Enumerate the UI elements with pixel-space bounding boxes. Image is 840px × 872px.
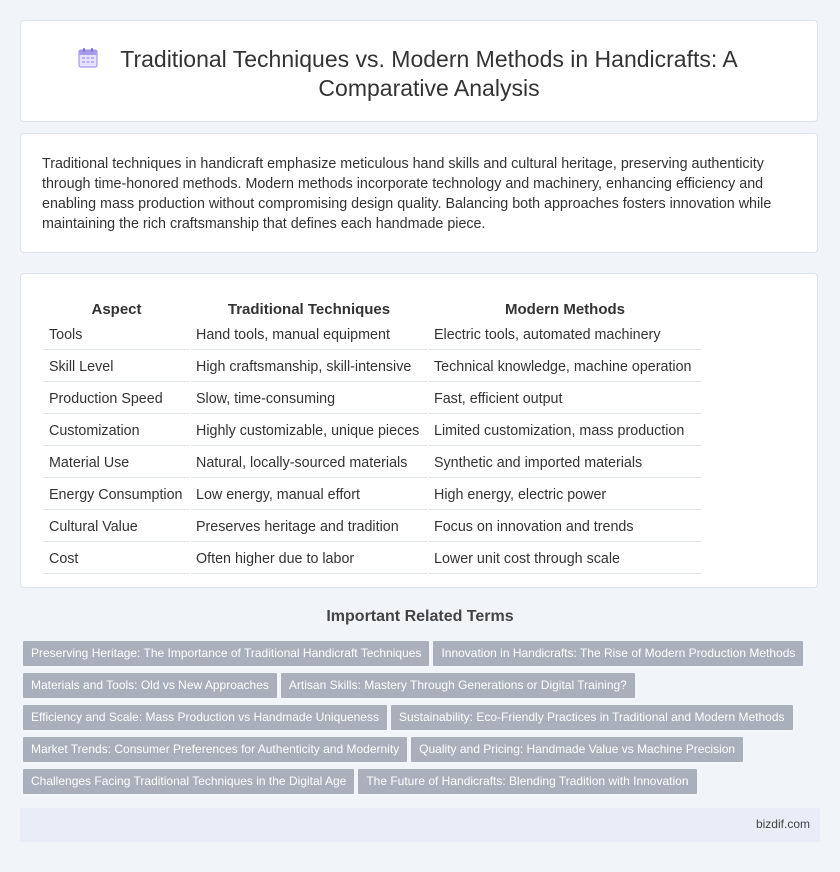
table-row: [44, 416, 701, 446]
cell-aspect: Skill Level: [44, 352, 189, 382]
cell-aspect: Tools: [44, 320, 189, 350]
related-term-link[interactable]: Quality and Pricing: Handmade Value vs Machine Precision: [411, 737, 743, 762]
footer-bar: [20, 808, 820, 842]
related-term-link[interactable]: The Future of Handicrafts: Blending Tradition with Innovation: [358, 769, 696, 794]
table-row: [44, 352, 701, 382]
cell-aspect: Energy Consumption: [44, 480, 189, 510]
related-term-link[interactable]: Challenges Facing Traditional Techniques in the Digital Age: [23, 769, 354, 794]
cell-aspect: Cost: [44, 544, 189, 574]
table-row: [44, 480, 701, 510]
related-term-link[interactable]: Efficiency and Scale: Mass Production vs Handmade Uniqueness: [23, 705, 387, 730]
cell-modern: Focus on innovation and trends: [429, 512, 701, 542]
cell-modern: High energy, electric power: [429, 480, 701, 510]
comparison-table: [42, 298, 703, 576]
cell-modern: Technical knowledge, machine operation: [429, 352, 701, 382]
cell-traditional: Highly customizable, unique pieces: [191, 416, 427, 446]
cell-traditional: Low energy, manual effort: [191, 480, 427, 510]
cell-aspect: Production Speed: [44, 384, 189, 414]
cell-traditional: Often higher due to labor: [191, 544, 427, 574]
header-card: [20, 20, 818, 122]
page-title: Traditional Techniques vs. Modern Methods in Handicrafts: A Comparative Analysis: [120, 46, 738, 101]
cell-traditional: Preserves heritage and tradition: [191, 512, 427, 542]
table-row: [44, 512, 701, 542]
cell-modern: Synthetic and imported materials: [429, 448, 701, 478]
table-row: [44, 384, 701, 414]
table-row: [44, 320, 701, 350]
related-term-link[interactable]: Preserving Heritage: The Importance of Traditional Handicraft Techniques: [23, 641, 429, 666]
cell-traditional: Natural, locally-sourced materials: [191, 448, 427, 478]
cell-aspect: Customization: [44, 416, 189, 446]
related-terms-list: [23, 641, 823, 801]
cell-modern: Lower unit cost through scale: [429, 544, 701, 574]
related-term-link[interactable]: Artisan Skills: Mastery Through Generations or Digital Training?: [281, 673, 635, 698]
cell-traditional: High craftsmanship, skill-intensive: [191, 352, 427, 382]
site-link[interactable]: bizdif.com: [755, 817, 810, 831]
cell-modern: Electric tools, automated machinery: [429, 320, 701, 350]
related-term-link[interactable]: Innovation in Handicrafts: The Rise of Modern Production Methods: [433, 641, 803, 666]
table-header-row: [44, 300, 701, 318]
related-terms-heading: Important Related Terms: [326, 608, 514, 625]
column-header-traditional: Traditional Techniques: [227, 300, 391, 318]
cell-traditional: Hand tools, manual equipment: [191, 320, 427, 350]
related-term-link[interactable]: Materials and Tools: Old vs New Approaches: [23, 673, 277, 698]
column-header-aspect: Aspect: [91, 300, 142, 318]
cell-modern: Fast, efficient output: [429, 384, 701, 414]
cell-traditional: Slow, time-consuming: [191, 384, 427, 414]
cell-aspect: Cultural Value: [44, 512, 189, 542]
table-row: [44, 448, 701, 478]
cell-modern: Limited customization, mass production: [429, 416, 701, 446]
related-term-link[interactable]: Sustainability: Eco-Friendly Practices in Traditional and Modern Methods: [391, 705, 793, 730]
intro-paragraph: Traditional techniques in handicraft emphasize meticulous hand skills and cultural heritage, preserving authenticity through time-honored methods. Modern methods incorporate technology and machinery, enhancing efficiency and enabling mass production without compromising design quality. Balancing both approaches fosters innovation while maintaining the rich craftsmanship that defines each handmade piece.: [42, 156, 772, 232]
cell-aspect: Material Use: [44, 448, 189, 478]
related-term-link[interactable]: Market Trends: Consumer Preferences for Authenticity and Modernity: [23, 737, 407, 762]
comparison-card: [20, 273, 818, 588]
column-header-modern: Modern Methods: [505, 300, 625, 318]
intro-card: [20, 133, 818, 253]
table-row: [44, 544, 701, 574]
